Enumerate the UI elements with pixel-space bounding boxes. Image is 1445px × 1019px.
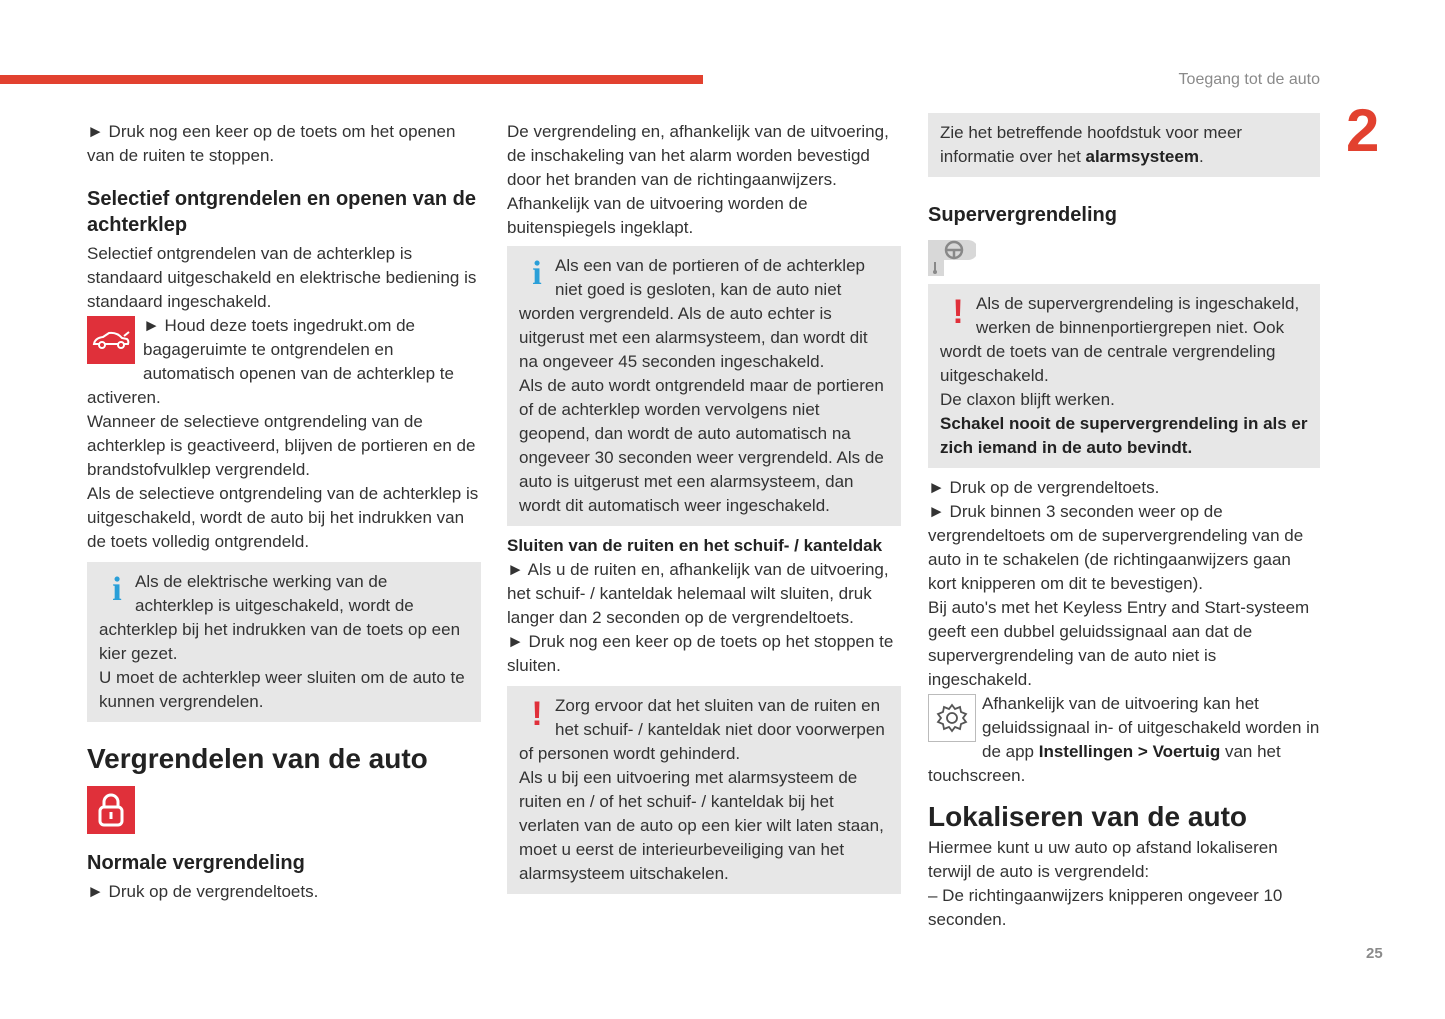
column-1 (87, 120, 481, 904)
paragraph (928, 692, 1320, 788)
paragraph: Hiermee kunt u uw auto op afstand lokaliseren terwijl de auto is vergrendeld: (928, 838, 1278, 881)
warning-text: Zorg ervoor dat het sluiten van de ruiten en het schuif- / kanteldak niet door voorwerpen of personen wordt gehinderd. (519, 696, 885, 763)
page-number: 25 (1366, 945, 1383, 962)
info-icon: i (532, 255, 542, 292)
paragraph: ► Druk nog een keer op de toets om het openen van de ruiten te stoppen. (87, 122, 456, 165)
heading-vergrendelen: Vergrendelen van de auto (87, 743, 428, 774)
paragraph: Selectief ontgrendelen van de achterklep is standaard uitgeschakeld en elektrische bediening is standaard ingeschakeld. (87, 244, 477, 311)
info-icon: i (112, 571, 122, 608)
column-2 (507, 120, 901, 894)
info-text: Als een van de portieren of de achterklep niet goed is gesloten, kan de auto niet worden vergrendeld. Als de auto echter is uitgerust met een alarmsysteem, dan wordt dit na ongeveer 45 seconden ingeschakeld. (519, 256, 868, 371)
paragraph: ► Druk op de vergrendeltoets. (928, 478, 1160, 497)
paragraph: Afhankelijk van de uitvoering worden de buitenspiegels ingeklapt. (507, 194, 808, 237)
gear-icon (928, 694, 976, 742)
tailgate-instruction (87, 314, 481, 410)
paragraph: Als de selectieve ontgrendeling van de achterklep is uitgeschakeld, wordt de auto bij het indrukken van de toets volledig ontgrendeld. (87, 484, 479, 551)
steering-lock-icon (928, 240, 976, 276)
warning-text-bold: Schakel nooit de supervergrendeling in als er zich iemand in de auto bevindt. (940, 414, 1308, 457)
header-accent-bar (0, 75, 703, 84)
text-part: van het touchscreen. (928, 742, 1281, 785)
section-title: Toegang tot de auto (1178, 71, 1320, 88)
heading-selectief: Selectief ontgrendelen en openen van de achterklep (87, 188, 476, 236)
warning-text: Als de supervergrendeling is ingeschakeld, werken de binnenportiergrepen niet. Ook wordt de toets van de centrale vergrendeling uitgeschakeld. (940, 294, 1300, 385)
warning-text: De claxon blijft werken. (940, 390, 1115, 409)
paragraph: Bij auto's met het Keyless Entry and Start-systeem geeft een dubbel geluidssignaal aan dat de supervergrendeling van de auto niet is ingeschakeld. (928, 598, 1310, 689)
note-text (940, 121, 1308, 169)
car-tailgate-icon (87, 316, 135, 364)
note-text-part: Zie het betreffende hoofdstuk voor meer informatie over het (940, 123, 1243, 166)
text-part: Afhankelijk van de uitvoering kan het geluidssignaal in- of uitgeschakeld worden in de app (982, 694, 1320, 761)
note-text-part: . (1198, 147, 1204, 166)
note-bold: alarmsysteem (1085, 147, 1199, 166)
settings-note (928, 692, 1320, 788)
info-box (507, 246, 901, 526)
paragraph: ► Druk nog een keer op de toets op het stoppen te sluiten. (507, 632, 894, 675)
warning-icon: ! (952, 293, 964, 331)
info-box (87, 562, 481, 722)
info-text: Als de auto wordt ontgrendeld maar de portieren of de achterklep worden vervolgens niet geopend, dan wordt de auto automatisch na ongeveer 30 seconden weer vergrendeld. Als de auto is uitgerust met een alarmsysteem, dan wordt dit automatisch weer ingeschakeld. (519, 376, 884, 515)
paragraph: ► Houd deze toets ingedrukt.om de bagageruimte te ontgrendelen en automatisch openen van de achterklep te activeren. (87, 316, 454, 407)
info-text: U moet de achterklep weer sluiten om de auto te kunnen vergrendelen. (99, 668, 465, 711)
column-3 (928, 113, 1320, 932)
paragraph: – De richtingaanwijzers knipperen ongeveer 10 seconden. (928, 886, 1283, 929)
heading-normale: Normale vergrendeling (87, 852, 305, 874)
heading-sluiten: Sluiten van de ruiten en het schuif- / kanteldak (507, 536, 883, 555)
info-text: Als de elektrische werking van de achterklep is uitgeschakeld, wordt de achterklep bij het indrukken van de toets op een kier gezet. (99, 572, 461, 663)
paragraph: ► Druk op de vergrendeltoets. (87, 882, 319, 901)
note-box (928, 113, 1320, 177)
paragraph: ► Druk binnen 3 seconden weer op de vergrendeltoets om de supervergrendeling van de auto in te schakelen (de richtingaanwijzers gaan kort knipperen om dit te bevestigen). (928, 502, 1304, 593)
warning-text: Als u bij een uitvoering met alarmsysteem de ruiten en / of het schuif- / kanteldak bij het verlaten van de auto op een kier wilt laten staan, moet u eerst de interieurbeveiliging van het alarmsysteem uitschakelen. (519, 768, 884, 883)
paragraph: ► Als u de ruiten en, afhankelijk van de uitvoering, het schuif- / kanteldak helemaal wilt sluiten, druk langer dan 2 seconden op de vergrendeltoets. (507, 560, 889, 627)
chapter-number: 2 (1346, 97, 1380, 164)
paragraph: De vergrendeling en, afhankelijk van de uitvoering, de inschakeling van het alarm worden bevestigd door het branden van de richtingaanwijzers. (507, 122, 889, 189)
warning-box (928, 284, 1320, 468)
menu-path: Instellingen > Voertuig (1038, 742, 1221, 761)
heading-super: Supervergrendeling (928, 204, 1117, 226)
warning-icon: ! (531, 695, 543, 733)
lock-icon (87, 786, 135, 834)
paragraph: Wanneer de selectieve ontgrendeling van de achterklep is geactiveerd, blijven de portieren en de brandstofvulklep vergrendeld. (87, 412, 476, 479)
heading-lokaliseren: Lokaliseren van de auto (928, 801, 1247, 832)
warning-box (507, 686, 901, 894)
